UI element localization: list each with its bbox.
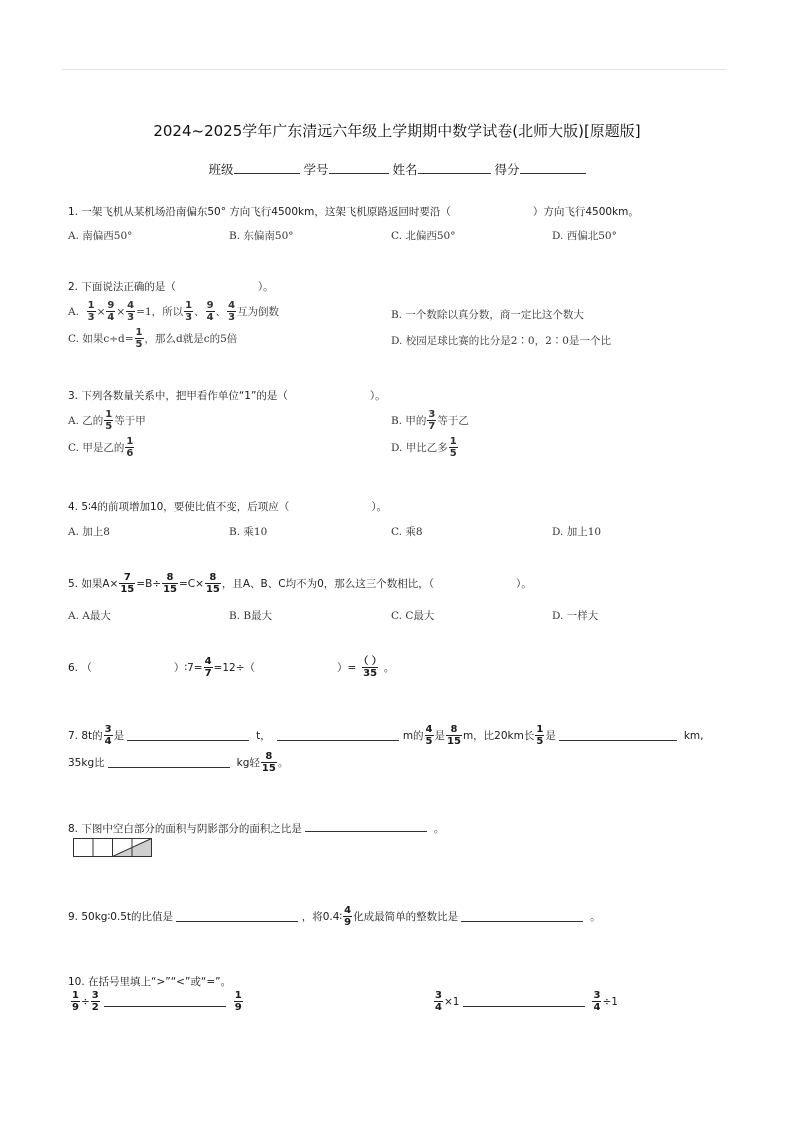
fraction: $\frac{3}{7}$ [428, 409, 436, 432]
q7-blank-1[interactable] [127, 730, 249, 741]
fraction: $\frac{4}{9}$ [344, 905, 352, 928]
fraction: $\frac{3}{4}$ [104, 724, 112, 747]
q2-option-b[interactable]: B. 一个数除以真分数，商一定比这个数大 [391, 309, 584, 321]
class-blank[interactable] [234, 163, 300, 174]
fraction: $\frac{7}{15}$ [120, 572, 135, 595]
question-1-stem: 1. 一架飞机从某机场沿南偏东50° 方向飞行4500km，这架飞机原路返回时要沿（ ）方向飞行4500km。 [68, 206, 639, 218]
question-5-stem: 5. 如果A× $\frac{7}{15}$ =B÷ $\frac{8}{15}$ =C× $\frac{8}{15}$ ，且A、B、C均不为0，那么这三个数相比，（ ）。 [68, 572, 532, 595]
question-7-line-1: 7. 8t的 $\frac{3}{4}$ 是 t， m的 $\frac{4}{5}$ 是 $\frac{8}{15}$ m，比20km长 $\frac{1}{5}$ 是 km, [68, 724, 704, 747]
question-2-stem: 2. 下面说法正确的是（ ）。 [68, 281, 274, 293]
header-divider [62, 69, 726, 70]
fraction: $\frac{9}{4}$ [107, 300, 115, 323]
number-label: 学号 [303, 162, 329, 177]
fraction: $\frac{1}{5}$ [135, 327, 143, 350]
q2-option-a[interactable]: A. $\frac{1}{3}$ × $\frac{9}{4}$ × $\frac{4}{3}$ =1，所以 $\frac{1}{3}$ 、 $\frac{9}{4}$ 、 $\frac{4}{3}$ 互为倒数 [68, 300, 280, 323]
q4-option-c[interactable]: C. 乘8 [391, 526, 423, 538]
fraction: $\frac{1}{9}$ [234, 990, 242, 1013]
q2-option-d[interactable]: D. 校园足球比赛的比分是2∶0，2∶0是一个比 [391, 335, 611, 347]
question-3-stem: 3. 下列各数量关系中，把甲看作单位“1”的是（ ）。 [68, 390, 386, 402]
fraction: $\frac{4}{3}$ [127, 300, 135, 323]
q5-option-a[interactable]: A. A最大 [68, 610, 111, 622]
question-6: 6. （ ）∶7= $\frac{4}{7}$ =12÷（ ）= $\frac{( )}{35}$ 。 [68, 656, 395, 679]
q1-option-b[interactable]: B. 东偏南50° [229, 230, 294, 242]
fraction: $\frac{3}{4}$ [593, 990, 601, 1013]
fraction: $\frac{1}{5}$ [449, 436, 457, 459]
q1-option-d[interactable]: D. 西偏北50° [552, 230, 617, 242]
q3-option-b[interactable]: B. 甲的 $\frac{3}{7}$ 等于乙 [391, 409, 469, 432]
q3-option-d[interactable]: D. 甲比乙多 $\frac{1}{5}$ [391, 436, 457, 459]
q10-right-compare: $\frac{3}{4}$ ×1 $\frac{3}{4}$ ÷1 [435, 990, 618, 1013]
score-label: 得分 [494, 162, 520, 177]
q5-option-b[interactable]: B. B最大 [229, 610, 273, 622]
class-label: 班级 [208, 162, 234, 177]
q10-left-compare: $\frac{1}{9}$ ÷ $\frac{3}{2}$ $\frac{1}{9}$ [72, 990, 242, 1013]
score-blank[interactable] [520, 163, 586, 174]
q1-option-c[interactable]: C. 北偏西50° [391, 230, 456, 242]
fraction: $\frac{8}{15}$ [163, 572, 177, 595]
q7-blank-4[interactable] [108, 757, 230, 768]
q10-right-blank[interactable] [463, 996, 585, 1007]
fraction: $\frac{( )}{35}$ [358, 656, 382, 679]
q9-blank-2[interactable] [461, 911, 583, 922]
q3-option-a[interactable]: A. 乙的 $\frac{1}{5}$ 等于甲 [68, 409, 146, 432]
fraction: $\frac{1}{9}$ [72, 990, 79, 1013]
fraction: $\frac{4}{7}$ [204, 656, 212, 679]
q3-option-c[interactable]: C. 甲是乙的 $\frac{1}{6}$ [68, 436, 134, 459]
fraction: $\frac{4}{3}$ [228, 300, 236, 323]
q4-option-b[interactable]: B. 乘10 [229, 526, 268, 538]
q2-option-c[interactable]: C. 如果c÷d= $\frac{1}{5}$ ，那么d就是c的5倍 [68, 327, 238, 350]
question-10-stem: 10. 在括号里填上“>”“<”或“=”。 [68, 976, 232, 988]
exam-title: 2024~2025学年广东清远六年级上学期期中数学试卷(北师大版)[原题版] [153, 122, 641, 140]
q8-figure [73, 838, 153, 858]
fraction: $\frac{1}{5}$ [536, 724, 544, 747]
q4-option-d[interactable]: D. 加上10 [552, 526, 602, 538]
fraction: $\frac{1}{3}$ [185, 300, 193, 323]
fraction: $\frac{1}{5}$ [105, 409, 113, 432]
number-blank[interactable] [329, 163, 389, 174]
q4-option-a[interactable]: A. 加上8 [68, 526, 110, 538]
fraction: $\frac{8}{15}$ [261, 751, 276, 774]
q1-option-a[interactable]: A. 南偏西50° [68, 230, 133, 242]
fraction: $\frac{4}{5}$ [425, 724, 433, 747]
q5-option-c[interactable]: C. C最大 [391, 610, 435, 622]
question-8-stem: 8. 下图中空白部分的面积与阴影部分的面积之比是 。 [68, 823, 445, 835]
question-4-stem: 4. 5∶4的前项增加10，要使比值不变，后项应（ ）。 [68, 501, 388, 513]
fraction: $\frac{8}{15}$ [447, 724, 461, 747]
q7-blank-2[interactable] [277, 730, 399, 741]
name-blank[interactable] [418, 163, 491, 174]
q10-left-blank[interactable] [104, 996, 226, 1007]
fraction: $\frac{3}{4}$ [435, 990, 442, 1013]
fraction: $\frac{3}{2}$ [91, 990, 99, 1013]
q5-option-d[interactable]: D. 一样大 [552, 610, 599, 622]
q7-blank-3[interactable] [559, 730, 677, 741]
fraction: $\frac{1}{3}$ [87, 300, 95, 323]
question-9: 9. 50kg∶0.5t的比值是 ，将0.4∶ $\frac{4}{9}$ 化成最简单的整数比是 。 [68, 905, 601, 928]
fraction: $\frac{9}{4}$ [206, 300, 214, 323]
fraction: $\frac{8}{15}$ [205, 572, 220, 595]
question-7-line-2: 35kg比 kg轻 $\frac{8}{15}$ 。 [68, 751, 289, 774]
q8-blank[interactable] [305, 821, 427, 832]
q9-blank-1[interactable] [176, 911, 298, 922]
name-label: 姓名 [392, 162, 418, 177]
fraction: $\frac{1}{6}$ [126, 436, 134, 459]
student-info-line [0, 160, 794, 178]
